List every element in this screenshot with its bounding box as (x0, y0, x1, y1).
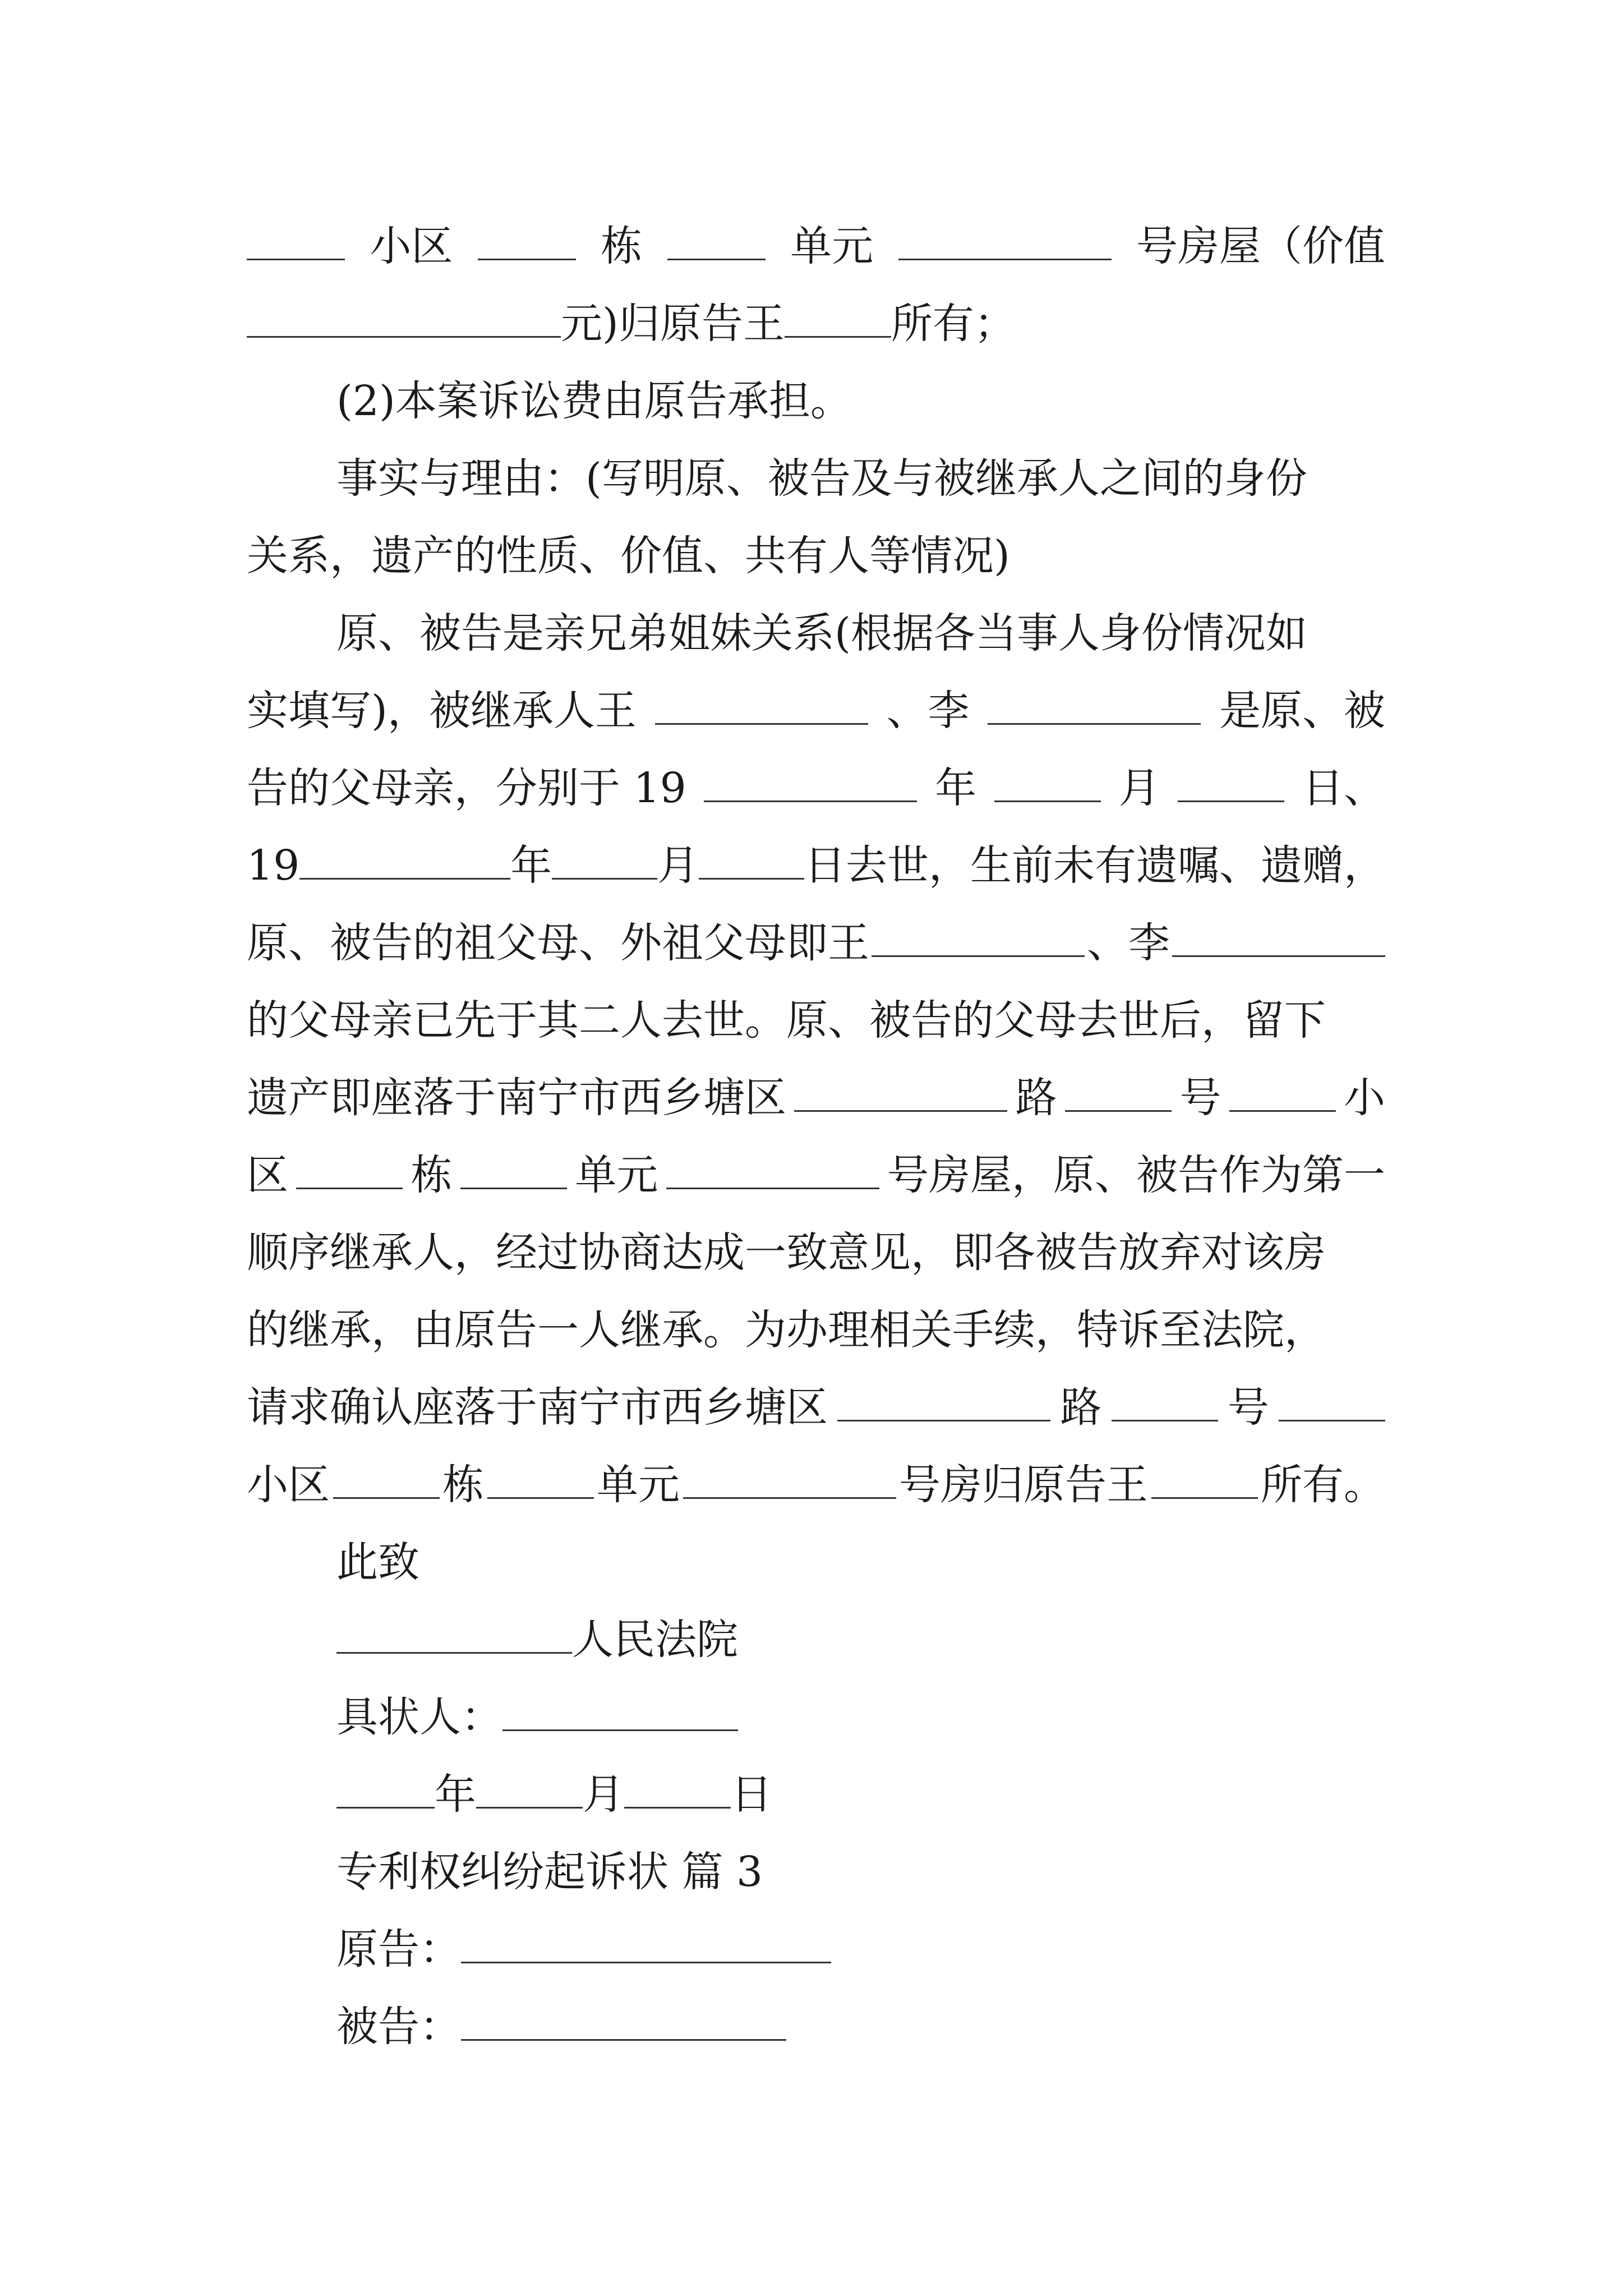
text-segment: 小区 (247, 1461, 330, 1509)
text-line-2 (247, 285, 1385, 362)
blank-field (1151, 1456, 1258, 1499)
text-line-9 (247, 827, 1385, 904)
blank-field (1172, 914, 1385, 957)
blank-field (704, 759, 917, 802)
text-segment: 原、被告的祖父母、外祖父母即王 (247, 919, 869, 967)
text-segment: 栋 (601, 222, 643, 270)
text-segment: 月 (583, 1770, 624, 1819)
blank-field (794, 1069, 1007, 1112)
blank-field (624, 1765, 731, 1809)
blank-field (336, 1765, 435, 1809)
text-segment: 月 (657, 841, 699, 890)
text-line-13 (247, 1137, 1385, 1214)
text-line-24 (247, 1988, 1385, 2065)
text-segment: 路 (1060, 1383, 1102, 1432)
blank-field (1279, 1378, 1385, 1421)
text-segment: 栋 (442, 1461, 484, 1509)
text-line-20 (247, 1678, 1385, 1756)
text-line-6: 原、被告是亲兄弟姐妹关系(根据各当事人身份情况如 (336, 609, 1307, 657)
blank-field (837, 1378, 1050, 1421)
text-segment: 号 (1227, 1383, 1269, 1432)
text-segment: 小 (1343, 1074, 1385, 1122)
text-line-7 (247, 672, 1385, 749)
text-segment: 告的父母亲，分别于 19 (247, 764, 686, 812)
text-segment: 具状人： (336, 1693, 502, 1741)
text-segment: 是原、被 (1219, 687, 1385, 735)
text-segment: 区 (247, 1151, 288, 1199)
text-segment: 单元 (597, 1461, 680, 1509)
blank-field (247, 217, 345, 260)
blank-field (655, 682, 868, 725)
text-line-1 (247, 208, 1385, 285)
blank-field (1065, 1069, 1172, 1112)
blank-field (552, 836, 657, 880)
text-line-16 (247, 1369, 1385, 1446)
blank-field (476, 1765, 583, 1809)
text-line-14: 顺序继承人，经过协商达成一致意见，即各被告放弃对该房 (247, 1228, 1326, 1277)
blank-field (336, 1611, 572, 1654)
document-page (247, 208, 1385, 2065)
blank-field (994, 759, 1101, 802)
text-segment: 号房屋（价值 (1136, 222, 1385, 270)
text-segment: 年 (935, 764, 977, 812)
text-line-12 (247, 1059, 1385, 1137)
text-line-23 (247, 1911, 1385, 1988)
text-line-11: 的父母亲已先于其二人去世。原、被告的父母去世后，留下 (247, 996, 1326, 1045)
text-segment: 单元 (790, 222, 874, 270)
text-segment: 路 (1015, 1074, 1057, 1122)
text-segment: 遗产即座落于南宁市西乡塘区 (247, 1074, 786, 1122)
text-segment: 所有； (891, 300, 1016, 348)
text-segment: 日 (731, 1770, 772, 1819)
blank-field (296, 1146, 403, 1189)
blank-field (487, 1456, 594, 1499)
blank-field (666, 1146, 879, 1189)
text-line-18: 此致 (336, 1538, 419, 1586)
text-segment: 被告： (336, 2003, 461, 2051)
text-segment: 号房屋，原、被告作为第一 (887, 1151, 1385, 1199)
blank-field (988, 682, 1201, 725)
text-segment: 、李 (1087, 919, 1170, 967)
blank-field (667, 217, 766, 260)
text-segment: 人民法院 (572, 1616, 738, 1664)
blank-field (872, 914, 1085, 957)
blank-field (247, 295, 561, 338)
text-line-10 (247, 904, 1385, 982)
text-line-4: 事实与理由：(写明原、被告及与被继承人之间的身份 (336, 454, 1307, 503)
text-segment: 日、 (1302, 764, 1385, 812)
text-segment: 元)归原告王 (561, 300, 785, 348)
blank-field (699, 836, 804, 880)
text-segment: 日去世，生前未有遗嘱、遗赠， (804, 841, 1385, 890)
blank-field (299, 836, 510, 880)
text-segment: 原告： (336, 1925, 461, 1973)
text-segment: 年 (435, 1770, 476, 1819)
text-segment: 单元 (575, 1151, 658, 1199)
text-segment: 月 (1118, 764, 1160, 812)
text-segment: 请求确认座落于南宁市西乡塘区 (247, 1383, 828, 1432)
blank-field (1178, 759, 1284, 802)
blank-field (461, 1920, 831, 1963)
blank-field (683, 1456, 896, 1499)
text-segment: 小区 (370, 222, 453, 270)
text-line-5: 关系，遗产的性质、价值、共有人等情况) (247, 532, 1010, 580)
blank-field (478, 217, 576, 260)
text-segment: 栋 (411, 1151, 453, 1199)
text-line-3: (2)本案诉讼费由原告承担。 (336, 377, 852, 425)
text-segment: 所有。 (1261, 1461, 1385, 1509)
text-line-17 (247, 1446, 1385, 1524)
text-line-8 (247, 749, 1385, 827)
blank-field (1229, 1069, 1336, 1112)
blank-field (333, 1456, 440, 1499)
blank-field (502, 1688, 738, 1731)
text-segment: 年 (510, 841, 552, 890)
blank-field (1112, 1378, 1218, 1421)
text-segment: 号 (1179, 1074, 1221, 1122)
text-segment: 号房归原告王 (899, 1461, 1148, 1509)
text-segment: 实填写)，被继承人王 (247, 687, 637, 735)
text-segment: 19 (247, 841, 300, 890)
blank-field (785, 295, 891, 338)
section-title: 专利权纠纷起诉状 篇 3 (336, 1848, 763, 1896)
blank-field (460, 1146, 567, 1189)
blank-field (898, 217, 1112, 260)
text-line-15: 的继承，由原告一人继承。为办理相关手续，特诉至法院， (247, 1306, 1326, 1354)
blank-field (461, 1998, 786, 2041)
text-segment: 、李 (886, 687, 970, 735)
text-line-21 (247, 1756, 1385, 1833)
text-line-19 (247, 1601, 1385, 1678)
